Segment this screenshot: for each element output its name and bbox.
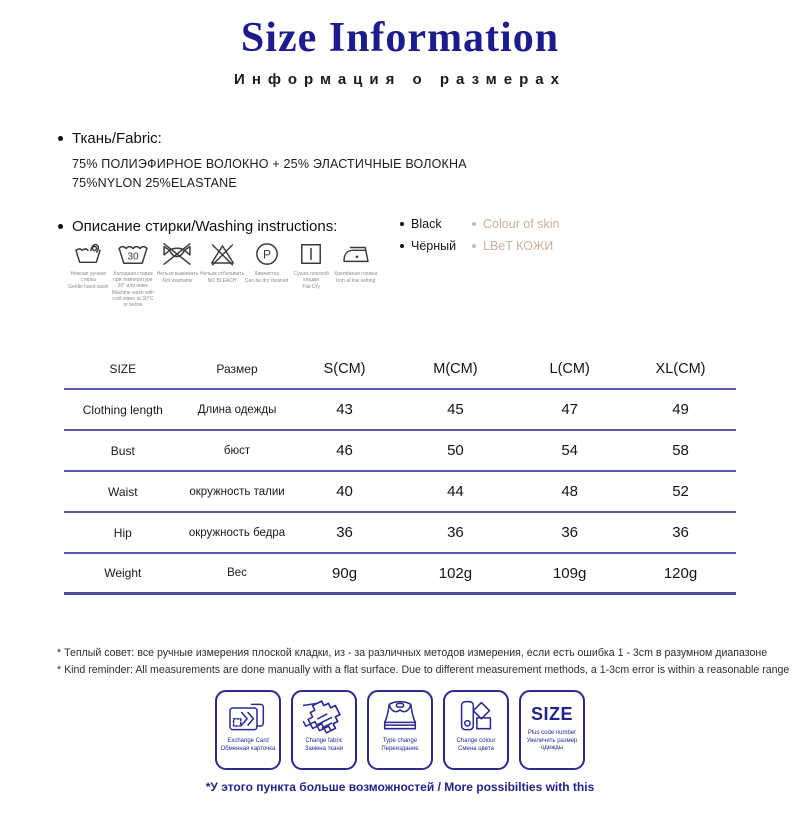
svg-text:30: 30: [127, 251, 139, 263]
card-caption-en: Change fabric: [305, 738, 343, 744]
row-label-en: Hip: [113, 525, 132, 540]
footer-note: *У этого пункта больше возможностей / More possibilties with this: [205, 780, 595, 794]
no-bleach-icon: [209, 242, 236, 266]
wash-item: [111, 242, 156, 308]
wash-caption-ru: Сушка плоской кладки: [293, 271, 329, 283]
col-header: Размер: [216, 362, 258, 376]
svg-text:P: P: [262, 247, 271, 262]
card-caption-en: Exchange Card: [227, 738, 269, 744]
fabric-label: Ткань/Fabric:: [72, 130, 162, 147]
wash-caption-en: Can be dry cleaned: [244, 278, 289, 284]
bullet-icon: [58, 224, 63, 229]
wash-item: [66, 242, 111, 308]
wash-30-icon: [117, 242, 149, 266]
wash-item: [155, 242, 200, 308]
cell-value: 102g: [438, 564, 473, 582]
card-caption-en: Change colour: [456, 738, 496, 744]
size-plus-icon: SIZE: [530, 704, 573, 724]
row-label-en: Clothing length: [82, 402, 163, 417]
row-label-ru: окружность бедра: [188, 526, 286, 539]
wash-caption-en: Machine wash with cold water at 30°C or below: [111, 290, 154, 308]
color-row-en: [400, 217, 559, 231]
cell-value: 52: [672, 483, 689, 500]
cell-value: 48: [561, 483, 578, 500]
cell-value: 120g: [663, 564, 698, 582]
col-header: M(CM): [433, 361, 478, 377]
card-colour: [443, 690, 509, 770]
bullet-icon: [400, 222, 404, 226]
wash-caption-en: Flat Dry: [302, 284, 320, 290]
table-row: [64, 472, 736, 513]
row-label-en: Bust: [110, 443, 135, 458]
type-change-icon: [377, 699, 423, 735]
cell-value: 45: [447, 401, 464, 418]
wash-caption-ru: Крепёжная глажка: [334, 271, 378, 277]
row-label-ru: Длина одежды: [197, 403, 277, 416]
page-subtitle: Информация о размерах: [234, 71, 566, 88]
table-row: [64, 431, 736, 472]
wash-caption-ru: Нежная ручная стирка: [70, 271, 106, 283]
fabric-composition-ru: 75% ПОЛИЭФИРНОЕ ВОЛОКНО + 25% ЭЛАСТИЧНЫЕ ВОЛОКНА: [72, 157, 467, 171]
cell-value: 36: [336, 524, 353, 541]
cell-value: 50: [447, 442, 464, 459]
card-caption-en: Plus code number: [527, 730, 577, 736]
bullet-icon: [400, 244, 404, 248]
col-header: L(CM): [549, 361, 590, 377]
no-wring-icon: [161, 242, 193, 266]
wash-caption-en: Iron at low setting: [336, 278, 376, 284]
cell-value: 54: [561, 442, 578, 459]
row-label-ru: Вес: [227, 567, 247, 579]
table-row: [64, 390, 736, 431]
wash-caption-en: Not washable: [162, 278, 193, 284]
cell-value: 46: [336, 442, 353, 459]
wash-caption-ru: Нельзя выжимать: [156, 271, 199, 277]
cell-value: 43: [336, 401, 353, 418]
change-colour-icon: [455, 699, 497, 735]
cell-value: 109g: [552, 564, 587, 582]
card-type: [367, 690, 433, 770]
table-row: [64, 513, 736, 554]
color-row-ru: [400, 239, 559, 253]
card-caption-ru: Переиздание: [381, 745, 419, 752]
wash-item: [289, 242, 334, 308]
color-black-ru: Чёрный: [411, 239, 457, 253]
cell-value: 40: [336, 483, 353, 500]
bullet-icon: [472, 244, 476, 248]
washing-icons-row: [66, 242, 378, 308]
note-ru: * Теплый совет: все ручные измерения плоской кладки, из - за различных методов измерения, если есть ошибка 1 - 3cm в разумном диапазоне: [57, 647, 768, 659]
size-table-header: [64, 350, 736, 390]
cell-value: 44: [447, 483, 464, 500]
washing-label: Описание стирки/Washing instructions:: [72, 218, 338, 235]
row-label-ru: окружность талии: [189, 485, 285, 498]
note-en: * Kind reminder: All measurements are done manually with a flat surface. Due to different measurement methods, a 1-3cm error is within a reasonable range: [57, 664, 790, 676]
card-caption-ru: Замена ткани: [304, 745, 344, 752]
color-skin-en: Colour of skin: [483, 217, 560, 231]
size-table: [64, 350, 736, 595]
hand-wash-icon: [73, 242, 103, 266]
cell-value: 36: [447, 524, 464, 541]
cell-value: 36: [672, 524, 689, 541]
row-label-ru: бюст: [223, 444, 251, 457]
wash-caption-en: NO BLEACH: [207, 278, 237, 284]
iron-low-icon: [341, 242, 371, 266]
color-black-en: Black: [411, 217, 442, 231]
color-options: [400, 217, 559, 261]
card-caption-ru: Увеличить размер одежды: [526, 737, 578, 751]
wash-item: [244, 242, 289, 308]
col-header: SIZE: [109, 362, 137, 376]
exchange-card-icon: [225, 699, 271, 735]
page-title: Size Information: [240, 15, 560, 61]
wash-caption-ru: Холодная стирка при температуре 30° или ниже: [113, 271, 153, 289]
change-fabric-icon: [303, 699, 345, 735]
wash-caption-ru: Нельзя отбеливать: [199, 271, 245, 277]
bullet-icon: [58, 136, 63, 141]
bullet-icon: [472, 222, 476, 226]
service-cards: [0, 690, 800, 770]
row-label-en: Weight: [104, 566, 142, 580]
card-size-plus: [519, 690, 585, 770]
cell-value: 58: [672, 442, 689, 459]
card-caption-ru: Обменная карточка: [220, 745, 276, 752]
cell-value: 47: [561, 401, 578, 418]
wash-item: [333, 242, 378, 308]
cell-value: 36: [561, 524, 578, 541]
fabric-section: [58, 130, 800, 193]
wash-caption-ru: Химчистка: [254, 271, 280, 277]
fabric-composition-en: 75%NYLON 25%ELASTANE: [72, 176, 237, 190]
card-fabric: [291, 690, 357, 770]
card-exchange: [215, 690, 281, 770]
wash-item: [200, 242, 245, 308]
fabric-label-row: [58, 130, 800, 147]
col-header: S(CM): [323, 361, 366, 377]
row-label-en: Waist: [108, 484, 138, 499]
table-row: [64, 554, 736, 595]
dry-clean-icon: [255, 242, 279, 266]
measurement-notes: [57, 645, 790, 679]
cell-value: 90g: [332, 564, 358, 582]
drip-dry-icon: [299, 242, 323, 266]
cell-value: 49: [672, 401, 689, 418]
card-caption-ru: Смена цвета: [458, 745, 494, 752]
wash-caption-en: Gentle hand wash: [68, 284, 109, 290]
col-header: XL(CM): [655, 361, 706, 377]
card-caption-en: Type change: [382, 738, 418, 744]
color-skin-ru: LBeT КОЖИ: [483, 239, 554, 253]
